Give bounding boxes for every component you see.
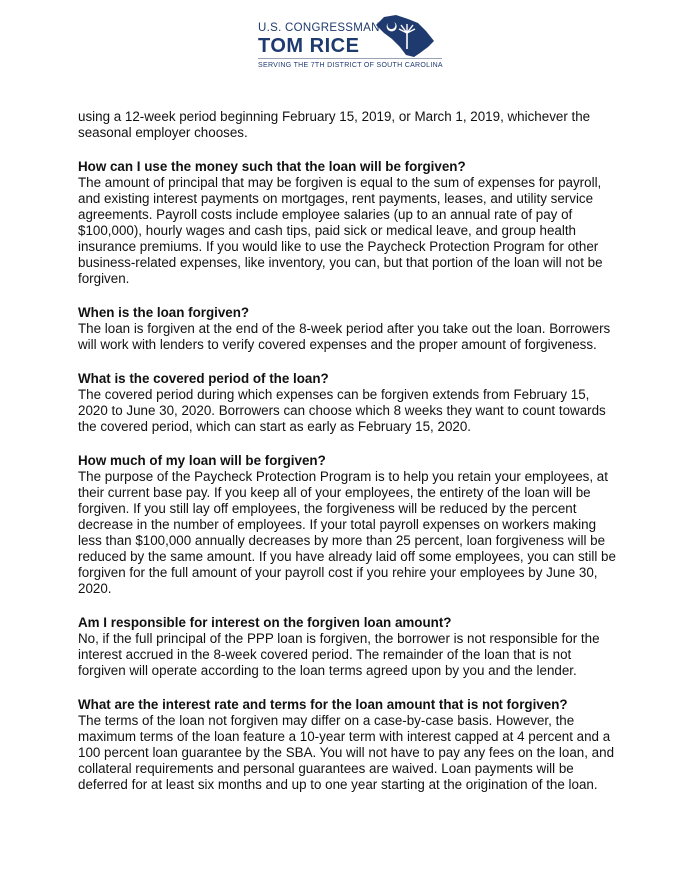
- letterhead-line1: U.S. CONGRESSMAN: [258, 22, 380, 34]
- faq-answer: The amount of principal that may be forgiven is equal to the sum of expenses for payroll, and existing interest payments on mortgages, rent payments, leases, and utility service agreements. Payroll costs include employee salaries (up to an annual rate of pay of $100,000), hourly wages and cash tips, paid sick or medical leave, and group health insurance premiums. If you would like to use the Paycheck Protection Program for other business-related expenses, like inventory, you can, but that portion of the loan will not be forgiven.: [78, 175, 603, 286]
- faq-question: Am I responsible for interest on the forgiven loan amount?: [78, 615, 452, 630]
- faq-item: [78, 453, 618, 597]
- faq-answer: The covered period during which expenses can be forgiven extends from February 15, 2020 to June 30, 2020. Borrowers can choose which 8 weeks they want to count towards the covered period, which can start as early as February 15, 2020.: [78, 387, 606, 434]
- faq-item: [78, 371, 618, 435]
- faq-item: [78, 697, 618, 793]
- faq-answer: The loan is forgiven at the end of the 8-week period after you take out the loan. Borrowers will work with lenders to verify covered expenses and the proper amount of forgiveness.: [78, 321, 611, 352]
- faq-answer: No, if the full principal of the PPP loan is forgiven, the borrower is not responsible for the interest accrued in the 8-week covered period. The remainder of the loan that is not forgiven will operate according to the loan terms agreed upon by you and the lender.: [78, 631, 600, 678]
- faq-question: How can I use the money such that the loan will be forgiven?: [78, 159, 466, 174]
- letterhead: [0, 10, 686, 74]
- faq-question: When is the loan forgiven?: [78, 305, 250, 320]
- faq-question: What is the covered period of the loan?: [78, 371, 329, 386]
- faq-item: [78, 159, 618, 287]
- letterhead-title: [258, 22, 380, 57]
- faq-answer: The terms of the loan not forgiven may differ on a case-by-case basis. However, the maximum terms of the loan feature a 10-year term with interest capped at 4 percent and a 100 percent loan guarantee by the SBA. You will not have to pay any fees on the loan, and collateral requirements and personal guarantees are waived. Loan payments will be deferred for at least six months and up to one year starting at the origination of the loan.: [78, 713, 615, 792]
- faq-item: [78, 305, 618, 353]
- document-body: [78, 109, 618, 793]
- south-carolina-palmetto-crescent-icon: [374, 11, 438, 59]
- intro-paragraph: using a 12-week period beginning February 15, 2019, or March 1, 2019, whichever the seasonal employer chooses.: [78, 109, 591, 140]
- faq-answer: The purpose of the Paycheck Protection Program is to help you retain your employees, at their current base pay. If you keep all of your employees, the entirety of the loan will be forgiven. If you still lay off employees, the forgiveness will be reduced by the percent decrease in the number of employees. If your total payroll expenses on workers making less than $100,000 annually decreases by more than 25 percent, loan forgiveness will be reduced by the same amount. If you have already laid off some employees, you can still be forgiven for the full amount of your payroll cost if you rehire your employees by June 30, 2020.: [78, 469, 616, 596]
- letterhead-name: TOM RICE: [258, 35, 360, 57]
- faq-question: What are the interest rate and terms for the loan amount that is not forgiven?: [78, 697, 568, 712]
- faq-item: [78, 615, 618, 679]
- faq-question: How much of my loan will be forgiven?: [78, 453, 326, 468]
- letterhead-rule: [258, 58, 442, 59]
- letterhead-subtitle: SERVING THE 7TH DISTRICT OF SOUTH CAROLINA: [258, 62, 443, 69]
